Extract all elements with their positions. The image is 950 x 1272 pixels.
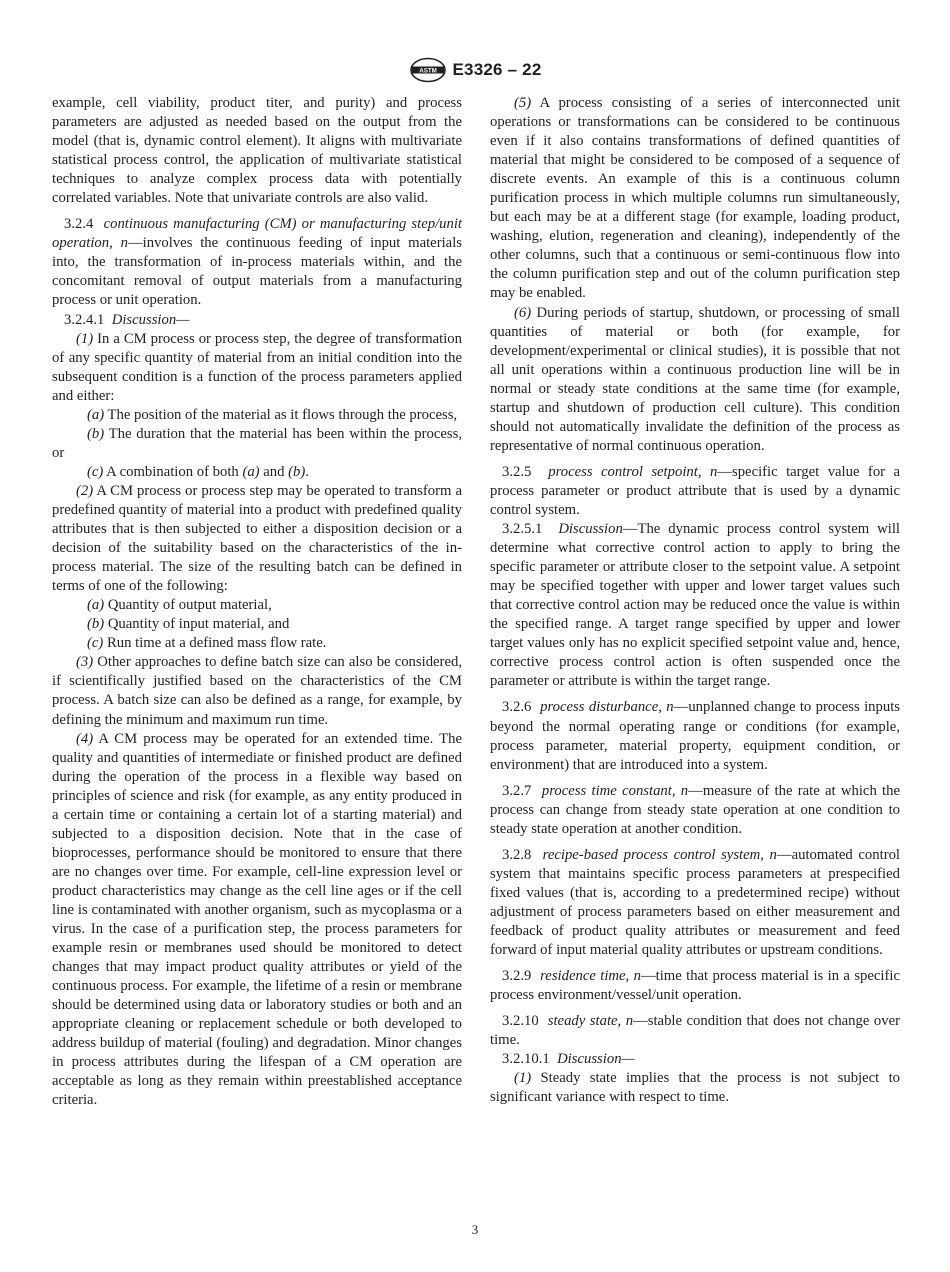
section-3-2-8: 3.2.8 recipe-based process control system, n—automated control system that maintains specific process parameters at prespecified fixed values (that is, according to a predetermined recipe) without adjustment of process parameters based on either measurement and feedback of product quality attributes or measurement and feed forward of input material quality attributes or upstream conditions.: [490, 846, 901, 959]
discussion-item-1a: (a) The position of the material as it flows through the process,: [87, 406, 458, 423]
svg-text:ASTM: ASTM: [418, 67, 437, 75]
discussion-item-1b: (b) The duration that the material has been within the process, or: [52, 425, 462, 461]
page-header: [0, 55, 950, 85]
discussion-item-1: (1) In a CM process or process step, the degree of transformation of any specific quantity of material from an initial condition into the subsequent condition is a function of the process parameters applied and either:: [52, 330, 462, 404]
section-3-2-5: 3.2.5 process control setpoint, n—specific target value for a process parameter or product attribute that is used by a dynamic control system.: [490, 463, 901, 518]
steady-state-item-1: (1) Steady state implies that the process is not subject to significant variance with respect to time.: [490, 1070, 900, 1106]
right-column: [490, 94, 900, 1107]
discussion-item-4: (4) A CM process may be operated for an extended time. The quality and quantities of intermediate or finished product are defined during the operation of the process in a flexible way based on principles of science and risk (for example, as any entity produced in a certain time or containing a certain lot of a starting material) and subjected to a disposition decision. Note that in the case of bioprocesses, performance should be monitored to ensure that there are no changes over time. For example, cell-line expression level or product characteristics may change as the cell line ages or if the cell line is contaminated with another organism, such as mycoplasma or a virus. In the case of a purification step, the process parameters for example resin or membranes used should be monitored to detect changes that may impact product quality attributes or yield of the continuous process. For example, the lifetime of a resin or membrane should be determined using data or laboratory studies or both and an appropriate cleaning or replacement schedule or both developed to address buildup of material (fouling) and degradation. Minor changes in process attributes during the lifespan of a CM operation are acceptable as long as they remain within preestablished acceptance criteria.: [52, 730, 462, 1109]
discussion-item-5: (5) A process consisting of a series of interconnected unit operations or transformations can be considered to be continuous even if it also contains transformations of defined quantities of material that might be considered to be composed of a sequence of discrete events. An example of this is a continuous column purification process in which multiple columns run simultaneously, but each may be at a different stage (for example, loading product, washing, elution, regeneration and cleaning), independently of the other columns, such that a continuous or semi-continuous flow into the column purification step and out of the column purification step may be enabled.: [490, 95, 900, 302]
section-3-2-4: 3.2.4 continuous manufacturing (CM) or manufacturing step/unit operation, n—involves the continuous feeding of input materials into, the transformation of in-process materials within, and the concomitant removal of output materials from a manufacturing process or unit operation.: [52, 216, 463, 309]
section-3-2-10: 3.2.10 steady state, n—stable condition that does not change over time.: [490, 1013, 901, 1049]
discussion-item-2c: (c) Run time at a defined mass flow rate.: [87, 635, 327, 652]
section-3-2-10-1: 3.2.10.1 Discussion—: [502, 1051, 635, 1068]
paragraph-continuation: example, cell viability, product titer, and purity) and process parameters are adjusted as needed based on the output from the model (that is, dynamic control element). It aligns with multivariate statistical process control, the application of multivariate statistical techniques to analyze complex process data with potentially correlated variables. Note that univariate controls are also valid.: [52, 95, 462, 207]
discussion-item-2b: (b) Quantity of input material, and: [87, 616, 290, 633]
section-3-2-7: 3.2.7 process time constant, n—measure of the rate at which the process can change from steady state operation at one condition to steady state operation at another condition.: [490, 782, 901, 837]
section-3-2-4-1: 3.2.4.1 Discussion—: [64, 311, 190, 328]
discussion-item-1c: (c) A combination of both (a) and (b).: [87, 463, 309, 480]
astm-logo-icon: [409, 57, 447, 83]
discussion-item-2: (2) A CM process or process step may be operated to transform a predefined quantity of material into a product with predefined quality attributes that is then subjected to either a disposition decision or a decision of the suitability based on the characteristics of the in-process material. The size of the resulting batch can be defined in terms of one of the following:: [52, 482, 462, 595]
page-number: 3: [471, 1222, 479, 1237]
section-3-2-5-1: 3.2.5.1 Discussion—The dynamic process control system will determine what corrective control action to apply to bring the specific parameter or attribute closer to the setpoint value. A setpoint may be specified together with upper and lower target values such that corrective control action may be reduced once the value is within the specified range. A target range specified by upper and lower target values only has no explicit specified setpoint value and, hence, corrective process control action is often suspended once the parameter or attribute is within the target range.: [490, 521, 901, 690]
discussion-item-3: (3) Other approaches to define batch size can also be considered, if scientifically justified based on the characteristics of the CM process. A batch size can also be defined as a range, for example, by defining the minimum and maximum run time.: [52, 654, 462, 728]
discussion-item-6: (6) During periods of startup, shutdown, or processing of small quantities of material or both (for example, for development/experimental or clinical studies), it is possible that not all unit operations within a continuous production line will be in normal or steady state conditions at the same time (for example, startup and shutdown of production cell culture). This condition should not automatically invalidate the definition of the process as representative of normal continuous operation.: [490, 304, 900, 454]
document-id: E3326 – 22: [452, 60, 542, 79]
left-column: [52, 94, 462, 1110]
section-3-2-9: 3.2.9 residence time, n—time that process material is in a specific process environment/vessel/unit operation.: [490, 968, 900, 1004]
discussion-item-2a: (a) Quantity of output material,: [87, 597, 272, 614]
section-3-2-6: 3.2.6 process disturbance, n—unplanned change to process inputs beyond the normal operating range or conditions (for example, process parameter, material property, equipment condition, or environment) that are introduced into a system.: [490, 699, 901, 773]
